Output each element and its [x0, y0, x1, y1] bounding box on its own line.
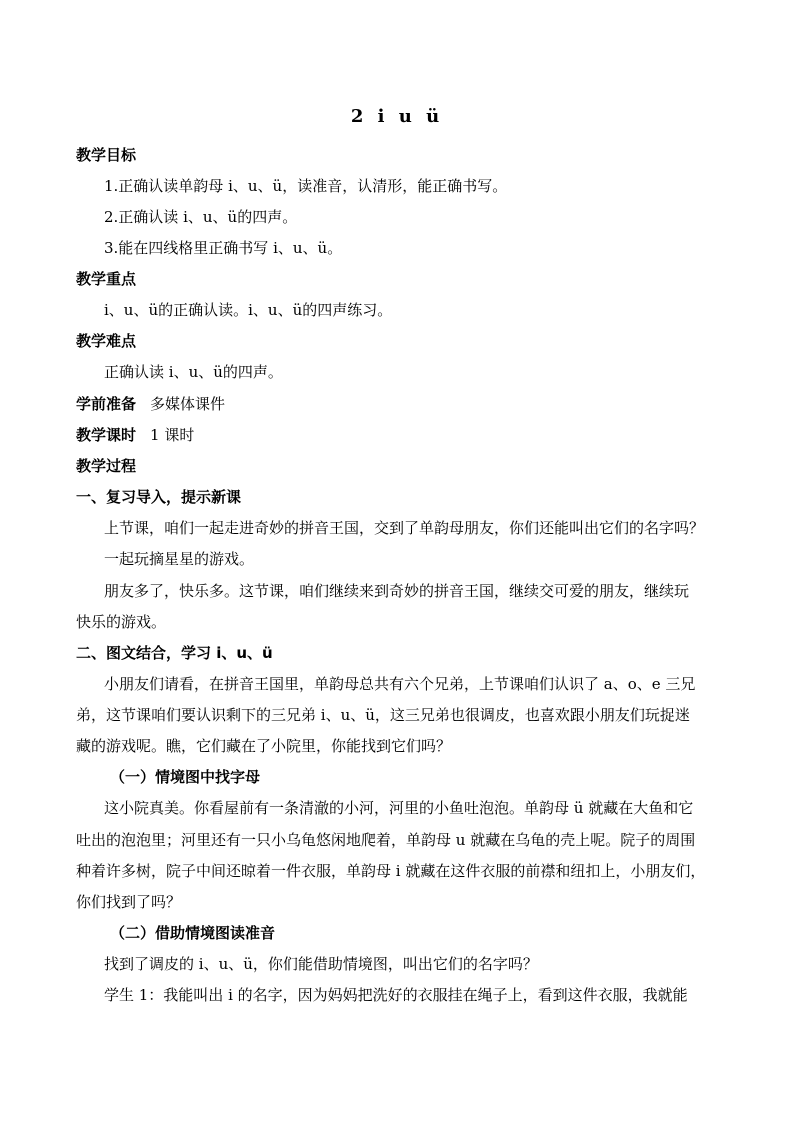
- part2-intro-line-1: 小朋友们请看，在拼音王国里，单韵母总共有六个兄弟，上节课咱们认识了 a、o、e 三兄: [104, 675, 696, 693]
- sub1-line-2: 吐出的泡泡里；河里还有一只小乌龟悠闲地爬着，单韵母 u 就藏在乌龟的壳上呢。院子的周围: [76, 831, 696, 849]
- part1-line-3: 朋友多了，快乐多。这节课，咱们继续来到奇妙的拼音王国，继续交可爱的朋友，继续玩: [104, 582, 690, 600]
- part2-intro-line-2: 弟，这节课咱们要认识剩下的三兄弟 i、u、ü，这三兄弟也很调皮，也喜欢跟小朋友们玩捉迷: [76, 706, 690, 724]
- key-points-heading: 教学重点: [76, 270, 137, 288]
- page-title: 2 i u ü: [350, 106, 444, 127]
- hours-label: 教学课时: [76, 426, 137, 444]
- sub2-line-1: 找到了调皮的 i、u、ü，你们能借助情境图，叫出它们的名字吗？: [104, 955, 538, 973]
- sub2-line-2: 学生 1：我能叫出 i 的名字，因为妈妈把洗好的衣服挂在绳子上，看到这件衣服，我就能: [104, 986, 688, 1004]
- part2-intro-line-3: 藏的游戏呢。瞧，它们藏在了小院里，你能找到它们吗？: [76, 737, 452, 755]
- sub1-line-1: 这小院真美。你看屋前有一条清澈的小河，河里的小鱼吐泡泡。单韵母 ü 就藏在大鱼和它: [104, 799, 694, 817]
- difficulties-heading: 教学难点: [76, 332, 137, 350]
- hours-value: 1 课时: [150, 426, 195, 444]
- preparation-value: 多媒体课件: [150, 395, 226, 413]
- sub1-heading: （一）情境图中找字母: [110, 768, 261, 786]
- sub1-line-3: 种着许多树，院子中间还晾着一件衣服，单韵母 i 就藏在这件衣服的前襟和纽扣上，小朋友们，: [76, 862, 706, 880]
- part1-line-1: 上节课，咱们一起走进奇妙的拼音王国，交到了单韵母朋友，你们还能叫出它们的名字吗？: [104, 519, 705, 537]
- difficulties-text: 正确认读 i、u、ü的四声。: [104, 363, 283, 381]
- objective-item-1: 1.正确认读单韵母 i、u、ü，读准音，认清形，能正确书写。: [104, 177, 508, 195]
- part1-line-4: 快乐的游戏。: [76, 613, 167, 631]
- objectives-heading: 教学目标: [76, 146, 137, 164]
- process-heading: 教学过程: [76, 457, 137, 475]
- objective-item-2: 2.正确认读 i、u、ü的四声。: [104, 208, 298, 226]
- preparation-label: 学前准备: [76, 395, 137, 413]
- part2-heading: 二、图文结合，学习 i、u、ü: [76, 644, 273, 662]
- sub2-heading: （二）借助情境图读准音: [110, 924, 276, 942]
- hours-row: [76, 426, 736, 444]
- part1-heading: 一、复习导入，提示新课: [76, 488, 242, 506]
- preparation-row: [76, 395, 736, 413]
- key-points-text: i、u、ü的正确认读。i、u、ü的四声练习。: [104, 301, 393, 319]
- part1-line-2: 一起玩摘星星的游戏。: [104, 550, 255, 568]
- objective-item-3: 3.能在四线格里正确书写 i、u、ü。: [104, 239, 343, 257]
- sub1-line-4: 你们找到了吗？: [76, 893, 182, 911]
